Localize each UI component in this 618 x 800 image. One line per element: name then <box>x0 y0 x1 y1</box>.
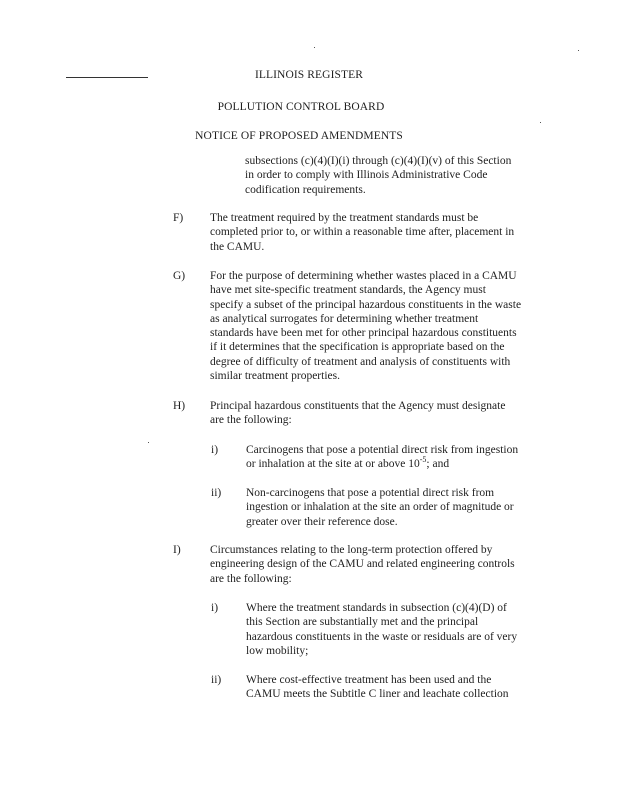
text-line: are the following: <box>210 572 292 585</box>
item-text-f <box>210 211 514 254</box>
text-line: Principal hazardous constituents that the Agency must designate <box>210 400 506 412</box>
text-line: in order to comply with Illinois Administrative Code <box>245 169 488 182</box>
text-line: The treatment required by the treatment standards must be <box>210 212 479 224</box>
text-line: codification requirements. <box>245 183 366 196</box>
text-line: degree of difficulty of treatment and analysis of constituents with <box>210 355 511 368</box>
text-line: specify a subset of the principal hazardous constituents in the waste <box>210 298 522 311</box>
text-line: Circumstances relating to the long-term protection offered by <box>210 544 493 556</box>
text-line: CAMU meets the Subtitle C liner and leachate collection <box>246 688 509 701</box>
text-line: this Section are substantially met and the principal <box>246 616 479 629</box>
item-text-h <box>210 399 505 428</box>
text-line: if it determines that the specification is appropriate based on the <box>210 341 505 354</box>
item-label-i: I) <box>173 544 181 556</box>
subitem-text-i-ii <box>246 673 509 702</box>
text-line: standards have been met for other principal hazardous constituents <box>210 327 517 340</box>
text-line <box>246 457 518 471</box>
subitem-label-h-i: i) <box>211 444 219 456</box>
text-line: hazardous constituents in the waste or residuals are of very <box>246 630 518 643</box>
subitem-label-i-ii: ii) <box>211 674 222 686</box>
scan-speck <box>148 442 149 443</box>
text-line: Carcinogens that pose a potential direct risk from ingestion <box>246 444 519 456</box>
item-label-f: F) <box>173 212 184 224</box>
item-text-g <box>210 269 521 383</box>
scan-speck <box>578 50 579 51</box>
item-label-h: H) <box>173 400 186 412</box>
subitem-text-h-i <box>246 443 518 472</box>
item-text-i <box>210 543 515 586</box>
text-line: have met site-specific treatment standards, the Agency must <box>210 284 486 297</box>
board-title: POLLUTION CONTROL BOARD <box>217 101 385 113</box>
subitem-text-h-ii <box>246 486 514 529</box>
text-line: greater over their reference dose. <box>246 515 398 528</box>
text-line-start: or inhalation at the site at or above 10 <box>246 458 420 471</box>
item-label-g: G) <box>173 270 186 282</box>
subitem-text-i-i <box>246 601 517 658</box>
subitem-label-i-i: i) <box>211 602 219 614</box>
exponent: -5 <box>419 455 427 465</box>
text-line: Where cost-effective treatment has been used and the <box>246 674 492 686</box>
continuation-paragraph <box>245 154 511 197</box>
text-line: For the purpose of determining whether wastes placed in a CAMU <box>210 270 517 282</box>
scan-speck <box>540 122 541 123</box>
text-line: ingestion or inhalation at the site an order of magnitude or <box>246 501 514 514</box>
text-line: Where the treatment standards in subsection (c)(4)(D) of <box>246 602 507 614</box>
text-line: the CAMU. <box>210 240 265 253</box>
text-line: subsections (c)(4)(I)(i) through (c)(4)(I)(v) of this Section <box>245 155 512 167</box>
text-line: completed prior to, or within a reasonable time after, placement in <box>210 226 515 239</box>
text-line: Non-carcinogens that pose a potential direct risk from <box>246 487 495 499</box>
text-line: as analytical surrogates for determining whether treatment <box>210 312 479 325</box>
text-line-tail: ; and <box>426 458 450 471</box>
register-title: ILLINOIS REGISTER <box>254 69 364 81</box>
text-line: are the following: <box>210 414 292 427</box>
text-line: low mobility; <box>246 644 309 657</box>
subitem-label-h-ii: ii) <box>211 487 222 499</box>
text-line: engineering design of the CAMU and related engineering controls <box>210 558 515 571</box>
scan-speck <box>314 47 315 48</box>
notice-title: NOTICE OF PROPOSED AMENDMENTS <box>195 130 403 142</box>
text-line: similar treatment properties. <box>210 370 340 383</box>
